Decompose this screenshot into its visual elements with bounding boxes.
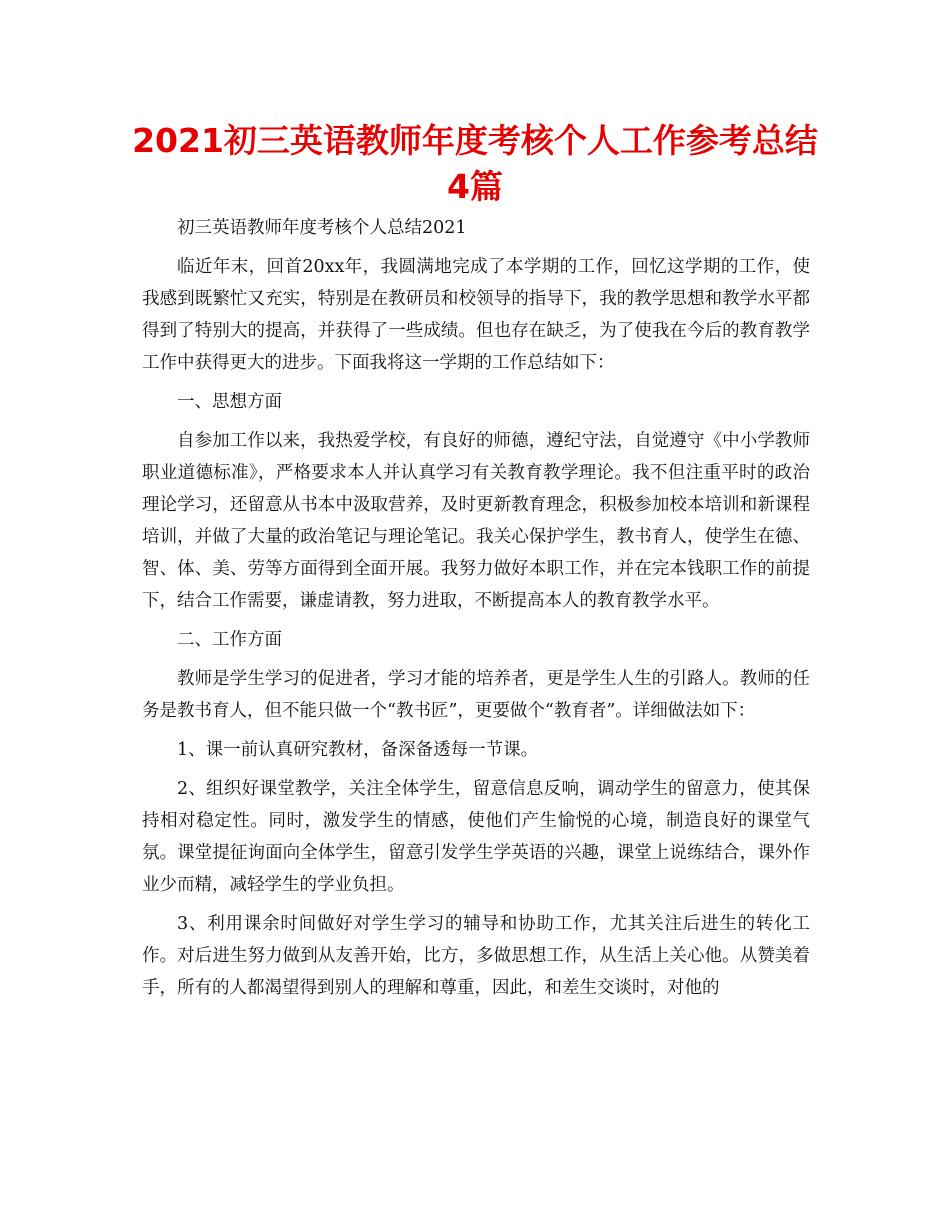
paragraph-work: 教师是学生学习的促进者，学习才能的培养者，更是学生人生的引路人。教师的任务是教书育人，但不能只做一个“教书匠”，更要做个“教育者”。详细做法如下： (142, 669, 810, 721)
section-heading-thought: 一、思想方面 (177, 392, 282, 412)
document-title: 2021初三英语教师年度考核个人工作参考总结4篇 (132, 121, 818, 206)
document-subtitle: 初三英语教师年度考核个人总结2021 (177, 218, 467, 238)
list-item-2: 2、组织好课堂教学，关注全体学生，留意信息反响，调动学生的留意力，使其保持相对稳定性。同时，激发学生的情感，使他们产生愉悦的心境，制造良好的课堂气氛。课堂提征询面向全体学生，留意引发学生学英语的兴趣，课堂上说练结合，课外作业少而精，减轻学生的学业负担。 (142, 779, 810, 895)
section-heading-work: 二、工作方面 (177, 630, 282, 650)
list-item-1: 1、课一前认真研究教材，备深备透每一节课。 (177, 740, 539, 760)
paragraph-thought: 自参加工作以来，我热爱学校，有良好的师德，遵纪守法，自觉遵守《中小学教师职业道德标准》，严格要求本人并认真学习有关教育教学理论。我不但注重平时的政治理论学习，还留意从书本中汲取营养，及时更新教育理念，积极参加校本培训和新课程培训，并做了大量的政治笔记与理论笔记。我关心保护学生，教书育人，使学生在德、智、体、美、劳等方面得到全面开展。我努力做好本职工作，并在完本钱职工作的前提下，结合工作需要，谦虚请教，努力进取，不断提高本人的教育教学水平。 (142, 431, 810, 611)
paragraph-intro: 临近年末，回首20xx年，我圆满地完成了本学期的工作，回忆这学期的工作，使我感到既繁忙又充实，特别是在教研员和校领导的指导下，我的教学思想和教学水平都得到了特别大的提高，并获得了一些成绩。但也存在缺乏，为了使我在今后的教育教学工作中获得更大的进步。下面我将这一学期的工作总结如下： (142, 257, 810, 373)
document-body (142, 212, 810, 1011)
list-item-3: 3、利用课余时间做好对学生学习的辅导和协助工作，尤其关注后进生的转化工作。对后进生努力做到从友善开始，比方，多做思想工作，从生活上关心他。从赞美着手，所有的人都渴望得到别人的理解和尊重，因此，和差生交谈时，对他的 (142, 914, 810, 998)
